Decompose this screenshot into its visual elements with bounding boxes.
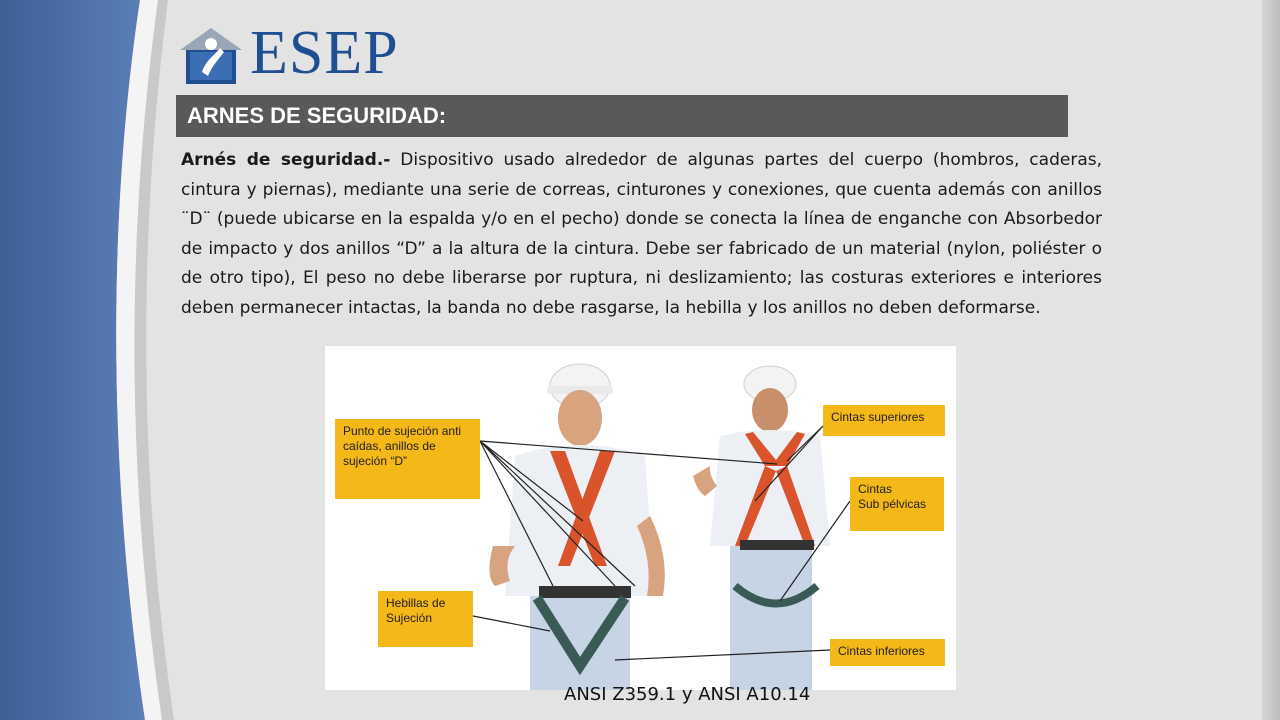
body-term: Arnés de seguridad.- (181, 150, 391, 170)
label-punto-sujecion: Punto de sujeción anti caídas, anillos de sujeción “D” (335, 419, 480, 499)
body-paragraph (181, 146, 1102, 323)
brand-name: ESEP (250, 19, 399, 87)
back-worker-image (693, 366, 830, 690)
label-cintas-sub-pelvicas: Cintas Sub pélvicas (850, 477, 944, 531)
body-definition: Dispositivo usado alrededor de algunas partes del cuerpo (hombros, caderas, cintura y piernas), mediante una serie de correas, cinturones y conexiones, que cuenta además con anillos ¨D¨ (puede ubicarse en la espalda y/o en el pecho) donde se conecta la línea de enganche con Absorbedor de impacto y dos anillos “D” a la altura de la cintura. Debe ser fabricado de un material (nylon, poliéster o de otro tipo), El peso no debe liberarse por ruptura, ni deslizamiento; las costuras exteriores e interiores deben permanecer intactas, la banda no debe rasgarse, la hebilla y los anillos no deben deformarse. (181, 150, 1102, 318)
esep-logo (176, 19, 406, 90)
front-worker-image (489, 364, 664, 690)
logo-house-icon (176, 26, 246, 86)
label-hebillas: Hebillas de Sujeción (378, 591, 473, 647)
figure-caption: ANSI Z359.1 y ANSI A10.14 (564, 684, 811, 705)
label-cintas-inferiores: Cintas inferiores (830, 639, 945, 666)
harness-figure (325, 346, 956, 690)
slide-title: ARNES DE SEGURIDAD: (187, 103, 447, 128)
title-bar (176, 95, 1068, 137)
label-cintas-superiores: Cintas superiores (823, 405, 945, 436)
